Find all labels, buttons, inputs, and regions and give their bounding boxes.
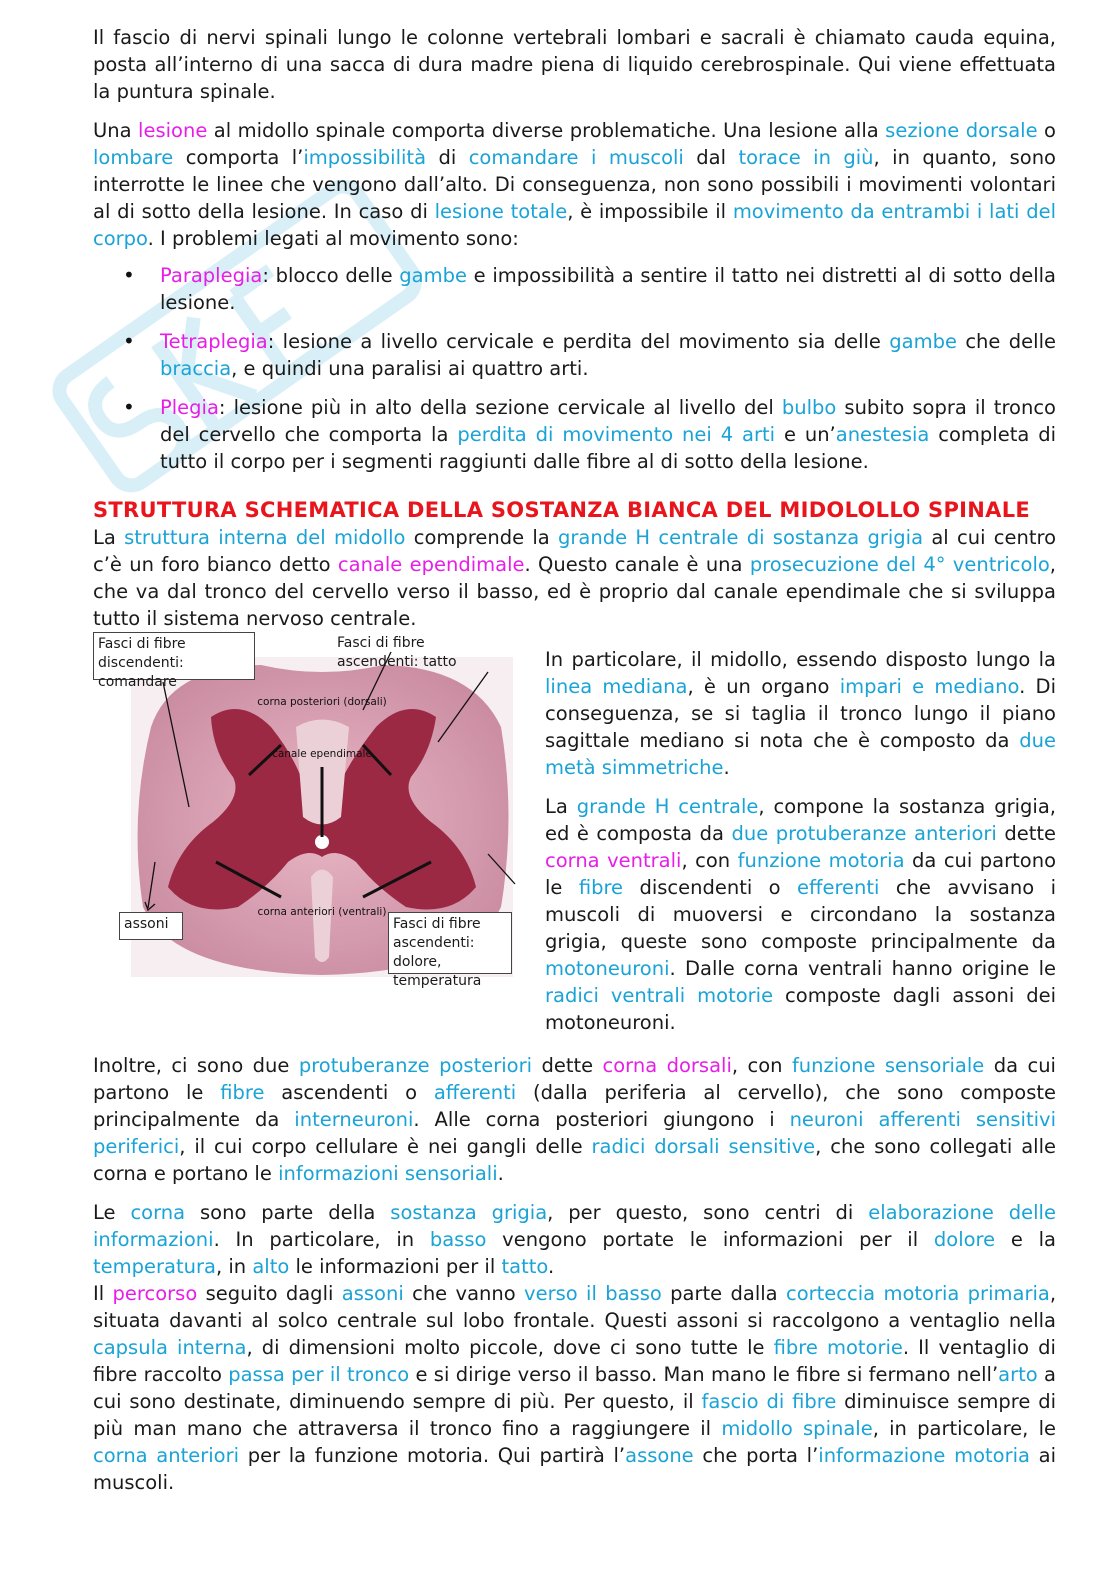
label-corna-anteriori: corna anteriori (ventrali) [257,906,387,918]
label-fasci-ascendenti-tatto: Fasci di fibre ascendenti: tatto [337,635,457,670]
spinal-cord-figure [93,632,533,1040]
lower-paragraph-2: Le corna sono parte della sostanza grigia, per questo, sono centri di elaborazione delle informazioni. In particolare, in basso vengono portate le informazioni per il dolore e la temperatura, in alto le informazioni per il tatto. [93,1201,1056,1278]
intro-paragraph-2: Una lesione al midollo spinale comporta diverse problematiche. Una lesione alla sezione dorsale o lombare comporta l’impossibilità di comandare i muscoli dal torace in giù, in quanto, sono interrotte le linee che vengono dall’alto. Di conseguenza, non sono possibili i movimenti volontari al di sotto della lesione. In caso di lesione totale, è impossibile il movimento da entrambi i lati del corpo. I problemi legati al movimento sono: [93,119,1056,250]
right-paragraph-2: La grande H centrale, compone la sostanza grigia, ed è composta da due protuberanze anteriori dette corna ventrali, con funzione motoria da cui partono le fibre discendenti o efferenti che avvisano i muscoli di muoversi e circondano la sostanza grigia, queste sono composte principalmente da motoneuroni. Dalle corna ventrali hanno origine le radici ventrali motorie composte dagli assoni dei motoneuroni. [545,795,1056,1034]
list-item-plegia: • Plegia: lesione più in alto della sezione cervicale al livello del bulbo subito sopra il tronco del cervello che comporta la perdita di movimento nei 4 arti e un’anestesia completa di tutto il corpo per i segmenti raggiunti dalle fibre al di sotto della lesione. [93,394,1056,475]
page [93,24,1056,1496]
label-corna-posteriori: corna posteriori (dorsali) [257,696,387,708]
right-paragraph-1: In particolare, il midollo, essendo disposto lungo la linea mediana, è un organo impari e mediano. Di conseguenza, se si taglia il tronco lungo il piano sagittale mediano si nota che è composto da due metà simmetriche. [545,648,1056,779]
section-paragraph-1: La struttura interna del midollo comprende la grande H centrale di sostanza grigia al cui centro c’è un foro bianco detto canale ependimale. Questo canale è una prosecuzione del 4° ventricolo, che va dal tronco del cervello verso il basso, ed è proprio dal canale ependimale che si sviluppa tutto il sistema nervoso centrale. [93,526,1057,630]
label-canale-ependimale: canale ependimale [272,748,372,760]
movement-problems-list [93,262,1056,475]
label-fasci-ascendenti-dolore: Fasci di fibre ascendenti: dolore, temperatura [388,912,512,974]
figure-row [93,632,1056,1040]
list-item-tetraplegia: • Tetraplegia: lesione a livello cervicale e perdita del movimento sia delle gambe che delle braccia, e quindi una paralisi ai quattro arti. [93,328,1056,382]
lower-paragraph-3: Il percorso seguito dagli assoni che vanno verso il basso parte dalla corteccia motoria primaria, situata davanti al solco centrale sul lobo frontale. Questi assoni si raccolgono a ventaglio nella capsula interna, di dimensioni molto piccole, dove ci sono tutte le fibre motorie. Il ventaglio di fibre raccolto passa per il tronco e si dirige verso il basso. Man mano le fibre si fermano nell’arto a cui sono destinate, diminuendo sempre di più. Per questo, il fascio di fibre diminuisce sempre di più man mano che attraversa il tronco fino a raggiungere il midollo spinale, in particolare, le corna anteriori per la funzione motoria. Qui partirà l’assone che porta l’informazione motoria ai muscoli. [93,1282,1057,1494]
label-fasci-discendenti: Fasci di fibre discendenti: comandare [93,632,255,680]
figure-side-text [545,632,1056,1036]
lower-paragraph-1: Inoltre, ci sono due protuberanze posteriori dette corna dorsali, con funzione sensoriale da cui partono le fibre ascendenti o afferenti (dalla periferia al cervello), che sono composte principalmente da interneuroni. Alle corna posteriori giungono i neuroni afferenti sensitivi periferici, il cui corpo cellulare è nei gangli delle radici dorsali sensitive, che sono collegati alle corna e portano le informazioni sensoriali. [93,1054,1057,1185]
list-item-paraplegia: • Paraplegia: blocco delle gambe e impossibilità a sentire il tatto nei distretti al di sotto della lesione. [93,262,1056,316]
label-assoni: assoni [119,912,183,940]
intro-paragraph-1: Il fascio di nervi spinali lungo le colonne vertebrali lombari e sacrali è chiamato cauda equina, posta all’interno di una sacca di dura madre piena di liquido cerebrospinale. Qui viene effettuata la puntura spinale. [93,26,1056,103]
section-heading: STRUTTURA SCHEMATICA DELLA SOSTANZA BIANCA DEL MIDOLOLLO SPINALE [93,498,1031,522]
